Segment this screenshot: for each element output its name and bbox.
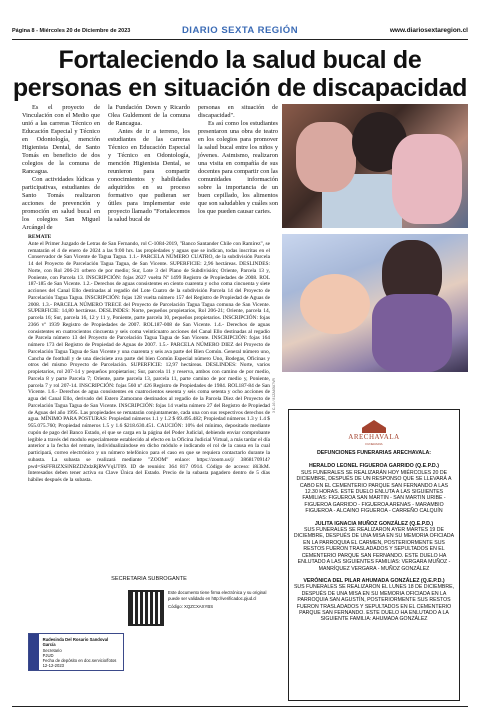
obituary-item — [293, 578, 455, 623]
logo-name: ARECHAVALA — [348, 433, 400, 441]
arechavala-logo — [344, 420, 404, 444]
signer-role: Secretario — [42, 647, 62, 653]
page-header — [12, 24, 468, 38]
legal-notice-remate — [28, 234, 270, 574]
obituary-text: SUS FUNERALES SE REALIZARON AYER MARTES 19 DE DICIEMBRE, DESPUÉS DE UNA MISA EN SU MEMORIA OFICIADA EN LA PARROQUIA EL CARMEN, POSTERIORMENTE SUS RESTOS FUERON TRASLADADOS Y SEPULTADOS EN EL CEMENTERIO PARQUE SAN FERNANDO. ESTE DUELO HA ENLUTADO A LAS SIGUIENTES FAMILIAS: VERGARA MUÑOZ - MANRÍQUEZ VERGARA - MUÑOZ GONZÁLEZ — [293, 527, 455, 572]
obituary-name: JULITA IGNACIA MUÑOZ GONZÁLEZ (Q.E.P.D.) — [314, 520, 434, 527]
footer-divider — [12, 706, 468, 707]
article-column-3 — [198, 104, 278, 216]
obituary-text: SUS FUNERALES SE REALIZARON EL LUNES 18 DE DICIEMBRE, DESPUÉS DE UNA MISA EN SU MEMORIA OFICIADA EN LA PARROQUIA SAN AGUSTÍN, POSTERIORMENTE SUS RESTOS FUERON TRASLADADOS Y SEPULTADOS EN EL CEMENTERIO PARQUE SAN FERNANDO. ESTE DUELO HA ENLUTADO A LA SIGUIENTE FAMILIA: AHUMADA GONZÁLEZ — [293, 584, 455, 623]
article-paragraph: Es así como los estudiantes presentaron una obra de teatro en los colegios para promover la salud bucal entre los niños y jóvenes. Asimismo, realizaron una visita en compañía de sus docentes para compartir con las comunidades información sobre la importancia de un buen cepillado, los alimentos que son saludables y cuáles son los que pueden causar caries. — [198, 120, 278, 215]
headline: Fortaleciendo la salud bucal de personas en situación de discapacidad — [12, 46, 468, 102]
article-paragraph: Con actividades lúdicas y participativas, estudiantes de Santo Tomás realizaron acciones de prevención y promoción en salud bucal en los colegios San Miguel Arcángel de — [22, 176, 100, 231]
qr-note — [168, 590, 268, 610]
article-photo-1 — [282, 104, 468, 228]
article-column-1 — [22, 104, 100, 232]
header-divider — [12, 39, 468, 40]
qr-code-icon — [128, 590, 164, 626]
signer-court: PJUD — [42, 652, 54, 658]
verification-code: Código: XQZCXAXYBS — [168, 604, 214, 609]
house-icon — [362, 420, 386, 433]
article-paragraph: la Fundación Down y Ricardo Olea Guldemont de la comuna de Rancagua. — [108, 104, 190, 127]
section-title: DIARIO SEXTA REGIÓN — [181, 25, 299, 36]
article-paragraph: Antes de ir a terreno, los estudiantes de las carreras Técnico en Educación Especial y Técnico en Odontología, mención Higienista Dental, se reunieron para compartir conocimientos y habilidades adquiridos en su proceso formativo que pudieran ser útiles para implementar este proyecto llamado "Fortalecemos la salud bucal de — [108, 128, 190, 223]
article-paragraph: Es el proyecto de Vinculación con el Medio que unió a las carreras Técnico en Educación Especial y Técnico en Odontología, mención Higienista Dental, de Santo Tomás en beneficio de dos colegios de la comuna de Rancagua. — [22, 104, 100, 175]
remate-text: Ante el Primer Juzgado de Letras de San Fernando, rol C-1084-2019, "Banco Santander Chile con Ramírez", se rematarán el 4 de enero de 2024 a las 9:00 hrs. las propiedades y aguas que se indican, todas inscritas en el Conservador de San Vicente de Tagua Tagua. 1.1.- PARCELA NÚMERO CUATRO, de la subdivisión Parcela 14 del Proyecto de Parcelación Tagua Tagua, de San Vicente. SUPERFICIE: 2,96 hectáreas. DESLINDES: Norte, con Rol 206-21 orbero de por medio; Sur, Lote 3 del Plano de Subdivisión; Oriente, Parcela 13 y, Poniente, con Parcela 13. INSCRIPCIÓN: fojas 2627 vuelta Nº 1499 Registro de Propiedades de 2008. ROL 187-185 de San Vicente. 1.2.- Derechos de aguas consistentes en ciento cuarenta y ocho coma cincuenta y siete acciones del Canal Ello destinadas al regadío del Lote Cuatro de la subdivisión Parcela 14 del Proyecto de Parcelación Tagua Tagua. INSCRIPCIÓN: fojas 128 vuelta número 157 del Registro de Propiedad de Aguas de 2008. 1.3.- PARCELA NÚMERO TRECE del Proyecto de Parcelación Tagua Tagua comuna de San Vicente. SUPERFICIE: 14,80 hectáreas. DESLINDES: Norte, pequeños propietarios, Rol 206-21; Oriente, parcela 14, parcela 16; Sur, parcela 16, 12 y 11 y, Poniente, parte parcela 10, pequeños propietarios. INSCRIPCIÓN: fojas 2366 vº 1939 Registro de Propiedades de 2007. ROL187-008 de San Vicente. 1.4.- Derechos de aguas consistentes en cuatrocientos cincuenta y seis coma veinticuatro acciones del Canal Ello destinadas al regadío de Parcela número 13 del Proyecto de Parcelación Tagua Tagua de San Vicente. INSCRIPCIÓN: fojas 164 número 173 del Registro de Propiedad de Aguas de 2007. 1.5.- PARCELA NÚMERO DIEZ del Proyecto de Parcelación Tagua Tagua de San Vicente y una cuarenta y seis ava parte del Bien Común. General número uno, Cancha de football y de una diecisiete ava parte del bien Común Especial número Uno, Bodegas, Oficinas y otros del mismo Proyecto de Parcelación. SUPERFICIE: 12,97 hectáreas. DESLINDES: Norte, varios propietarios, rol 207-14 y pequeños propietarios; Sur, parcela 11 y reserva, ambos con camino de por medio, Parcela 8 y parte Parcela 7; Oriente, parte parcela 13, parcela 11, parte camino de por medio y, Poniente, parcela 7 y rol 207-14. INSCRIPCIÓN: fojas 560 nº 426 Registro de Propiedades de 1984. ROL187-84 de San Vicente. 1.6.- Derechos de agua consistentes en cuatrocientos sesenta y seis coma setenta y ocho acciones de agua del Canal Ello, derivado del Estero Zamorano destinados al regadío de la Parcela Diez del Proyecto de Parcelación Tagua Tagua de San Vicente. INSCRIPCIÓN: fojas 14 vuelta número 27 del Registro de Propiedad de Aguas del año 1995. Las propiedades se rematarán conjuntamente, cada una con sus respectivos derechos de agua. MÍNIMO PARA POSTURAS: Propiedad números 1.1 y 1.2 $ 69.495.482; Propiedad números 1.3 y 1.4 $ 955.075.760; Propiedad números 1.5 y 1.6 $218.630.451. CAUCIÓN: 10% del mínimo, depositado mediante cupón de pago del Banco Estado, el que se carga en la página del Poder Judicial, debiendo enviar comprobante legible a través del modulo especialmente establecido al efecto en la Oficina Judicial Virtual, a más tardar el día anterior a la fecha del remate, individualizándose en dicho módulo e indicando el rol de la causa en la cual participará, correo electrónico y un número telefónico para el caso en que se requiera contactarlo durante la subasta. La subasta se realizará mediante "ZOOM" enlace: https://zoom.us/j/ 3868170914?pwd=SkFFRlZXSlNBZDZtdzRjRWVqUT09. ID de reunión: 364 817 0914. Código de acceso: i8i3kM. Interesados deben tener activa su Clave Única del Estado. Precio de la subasta pagadero dentro de 5 días hábiles después de la subasta. — [28, 240, 270, 483]
obituaries-title: DEFUNCIONES FUNERARIAS ARECHAVALA: — [316, 450, 432, 456]
obituary-item — [293, 521, 455, 572]
website-url[interactable]: www.diariosextaregion.cl — [389, 27, 468, 34]
remate-title: REMATE — [28, 234, 52, 240]
obituary-name: HERALDO LEONEL FIGUEROA GARRIDO (Q.E.P.D.) — [309, 463, 439, 470]
page-date: Página 8 - Miércoles 20 de Diciembre de 2023 — [12, 28, 131, 34]
side-reference-code: 3 C-16 / 81ZA83U7VR — [272, 378, 276, 414]
stamp-date-label: Fecha de depósito en doc.servicio/fotos — [42, 658, 117, 664]
signature-line: SECRETARIA SUBROGANTE — [111, 576, 187, 582]
stamp-datetime: 12-12-2023 — [42, 663, 64, 669]
qr-note-text: Este documento tiene firma electrónica y su original puede ser validado en http://verificadoc.pjud.cl — [168, 590, 267, 601]
electronic-signature-stamp — [28, 633, 124, 671]
signer-name: Rudesinda Del Rosario Sandoval García — [42, 637, 109, 648]
logo-subtitle: FUNERARIA — [365, 442, 383, 446]
article-paragraph: personas en situación de discapacidad". — [198, 104, 278, 119]
obituary-name: VERÓNICA DEL PILAR AHUMADA GONZÁLEZ (Q.E.P.D.) — [303, 577, 445, 584]
obituary-item — [293, 463, 455, 514]
stamp-bar — [29, 634, 39, 670]
article-photo-2 — [282, 234, 468, 372]
article-column-2 — [108, 104, 190, 224]
obituaries-box — [288, 409, 460, 701]
obituary-text: SUS FUNERALES SE REALIZARÁN HOY MIÉRCOLES 20 DE DICIEMBRE, DESPUÉS DE UN RESPONSO QUE SE LLEVARÁ A CABO EN EL CEMENTERIO PARQUE SAN FERNANDO A LAS 12.30 HORAS. ESTE DUELO ENLUTA A LAS SIGUIENTES FAMILIAS: FIGUEROA SAN MARTIN - SAN MARTIN URIBE - FIGUEROA GARRIDO - FIGUEROA ARENAS - MARAMBIO FIGUEROA - ALCAINO FIGUEROA - CARREÑO CALQUÍN — [296, 469, 452, 515]
